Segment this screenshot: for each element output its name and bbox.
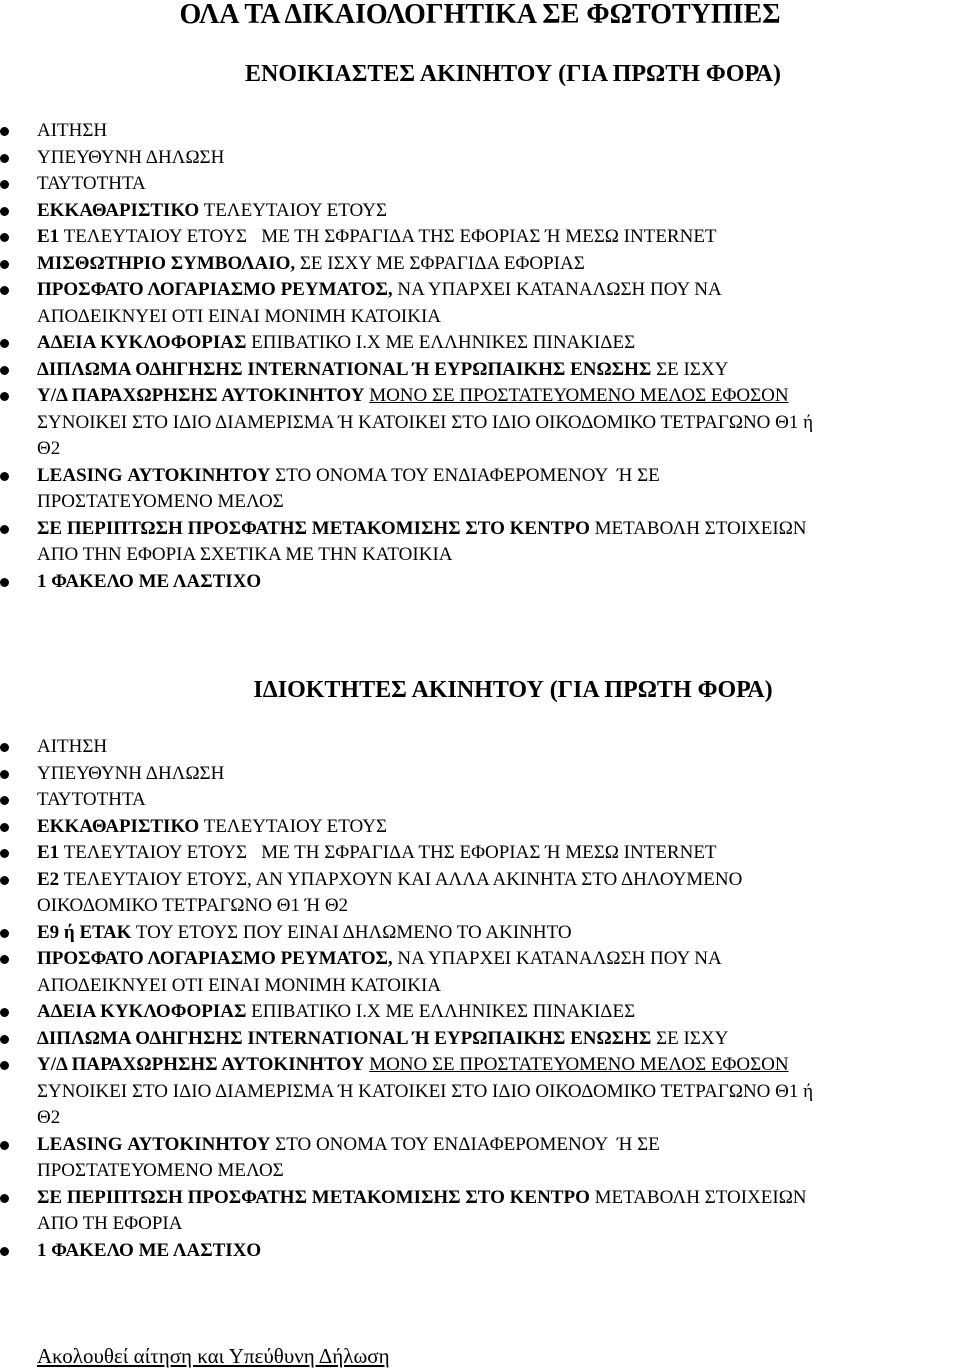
- bullet-icon: [0, 392, 9, 401]
- bullet-icon: [0, 366, 9, 375]
- bullet-icon: [0, 578, 9, 587]
- list-item: ΤΑΥΤΟΤΗΤΑ: [0, 787, 960, 814]
- bullet-icon: [0, 127, 9, 136]
- section-heading-tenants: ΕΝΟΙΚΙΑΣΤΕΣ ΑΚΙΝΗΤΟΥ (ΓΙΑ ΠΡΩΤΗ ΦΟΡΑ): [245, 61, 781, 87]
- bullet-icon: [0, 233, 9, 242]
- bullet-icon: [0, 955, 9, 964]
- list-item: ΜΙΣΘΩΤΗΡΙΟ ΣΥΜΒΟΛΑΙΟ, ΣΕ ΙΣΧΥ ΜΕ ΣΦΡΑΓΙΔΑ ΕΦΟΡΙΑΣ: [0, 251, 960, 278]
- list-item: ΥΠΕΥΘΥΝΗ ΔΗΛΩΣΗ: [0, 761, 960, 788]
- list-item: 1 ΦΑΚΕΛΟ ΜΕ ΛΑΣΤΙΧΟ: [0, 569, 960, 596]
- footer-note: Ακολουθεί αίτηση και Υπεύθυνη Δήλωση: [37, 1344, 390, 1368]
- list-item: ΔΙΠΛΩΜΑ ΟΔΗΓΗΣΗΣ INTERNATIONAL Ή ΕΥΡΩΠΑΙΚΗΣ ΕΝΩΣΗΣ ΣΕ ΙΣΧΥ: [0, 1026, 960, 1053]
- owners-documents-list: [0, 734, 960, 1264]
- bullet-icon: [0, 525, 9, 534]
- list-item: ΤΑΥΤΟΤΗΤΑ: [0, 171, 960, 198]
- bullet-icon: [0, 1008, 9, 1017]
- list-item: ΕΚΚΑΘΑΡΙΣΤΙΚΟ ΤΕΛΕΥΤΑΙΟΥ ΕΤΟΥΣ: [0, 814, 960, 841]
- list-item: Υ/Δ ΠΑΡΑΧΩΡΗΣΗΣ ΑΥΤΟΚΙΝΗΤΟΥ ΜΟΝΟ ΣΕ ΠΡΟΣΤΑΤΕΥΟΜΕΝΟ ΜΕΛΟΣ ΕΦΟΣΟΝ ΣΥΝΟΙΚΕΙ ΣΤΟ ΙΔΙΟ ΔΙΑΜΕΡΙΣΜΑ Ή ΚΑΤΟΙΚΕΙ ΣΤΟ ΙΔΙΟ ΟΙΚΟΔΟΜΙΚΟ ΤΕΤΡΑΓΩΝΟ Θ1 ή Θ2: [0, 1052, 960, 1132]
- tenants-documents-list: [0, 118, 960, 595]
- bullet-icon: [0, 180, 9, 189]
- bullet-icon: [0, 260, 9, 269]
- list-item: LEASING ΑΥΤΟΚΙΝΗΤΟΥ ΣΤΟ ΟΝΟΜΑ ΤΟΥ ΕΝΔΙΑΦΕΡΟΜΕΝΟΥ Ή ΣΕ ΠΡΟΣΤΑΤΕΥΟΜΕΝΟ ΜΕΛΟΣ: [0, 1132, 960, 1185]
- list-item: Ε1 ΤΕΛΕΥΤΑΙΟΥ ΕΤΟΥΣ ΜΕ ΤΗ ΣΦΡΑΓΙΔΑ ΤΗΣ ΕΦΟΡΙΑΣ Ή ΜΕΣΩ INTERNET: [0, 840, 960, 867]
- section-heading-owners: ΙΔΙΟΚΤΗΤΕΣ ΑΚΙΝΗΤΟΥ (ΓΙΑ ΠΡΩΤΗ ΦΟΡΑ): [253, 677, 773, 703]
- list-item: ΣΕ ΠΕΡΙΠΤΩΣΗ ΠΡΟΣΦΑΤΗΣ ΜΕΤΑΚΟΜΙΣΗΣ ΣΤΟ ΚΕΝΤΡΟ ΜΕΤΑΒΟΛΗ ΣΤΟΙΧΕΙΩΝ ΑΠΟ ΤΗ ΕΦΟΡΙΑ: [0, 1185, 960, 1238]
- bullet-icon: [0, 929, 9, 938]
- list-item: ΠΡΟΣΦΑΤΟ ΛΟΓΑΡΙΑΣΜΟ ΡΕΥΜΑΤΟΣ, ΝΑ ΥΠΑΡΧΕΙ ΚΑΤΑΝΑΛΩΣΗ ΠΟΥ ΝΑ ΑΠΟΔΕΙΚΝΥΕΙ ΟΤΙ ΕΙΝΑΙ ΜΟΝΙΜΗ ΚΑΤΟΙΚΙΑ: [0, 946, 960, 999]
- bullet-icon: [0, 207, 9, 216]
- bullet-icon: [0, 796, 9, 805]
- list-item: ΑΙΤΗΣΗ: [0, 118, 960, 145]
- bullet-icon: [0, 1141, 9, 1150]
- bullet-icon: [0, 770, 9, 779]
- list-item: LEASING ΑΥΤΟΚΙΝΗΤΟΥ ΣΤΟ ΟΝΟΜΑ ΤΟΥ ΕΝΔΙΑΦΕΡΟΜΕΝΟΥ Ή ΣΕ ΠΡΟΣΤΑΤΕΥΟΜΕΝΟ ΜΕΛΟΣ: [0, 463, 960, 516]
- bullet-icon: [0, 1247, 9, 1256]
- list-item: ΑΔΕΙΑ ΚΥΚΛΟΦΟΡΙΑΣ ΕΠΙΒΑΤΙΚΟ Ι.Χ ΜΕ ΕΛΛΗΝΙΚΕΣ ΠΙΝΑΚΙΔΕΣ: [0, 330, 960, 357]
- list-item: ΥΠΕΥΘΥΝΗ ΔΗΛΩΣΗ: [0, 145, 960, 172]
- bullet-icon: [0, 472, 9, 481]
- bullet-icon: [0, 1035, 9, 1044]
- list-item: ΑΙΤΗΣΗ: [0, 734, 960, 761]
- list-item: Ε1 ΤΕΛΕΥΤΑΙΟΥ ΕΤΟΥΣ ΜΕ ΤΗ ΣΦΡΑΓΙΔΑ ΤΗΣ ΕΦΟΡΙΑΣ Ή ΜΕΣΩ INTERNET: [0, 224, 960, 251]
- list-item: ΕΚΚΑΘΑΡΙΣΤΙΚΟ ΤΕΛΕΥΤΑΙΟΥ ΕΤΟΥΣ: [0, 198, 960, 225]
- bullet-icon: [0, 1194, 9, 1203]
- list-item: ΑΔΕΙΑ ΚΥΚΛΟΦΟΡΙΑΣ ΕΠΙΒΑΤΙΚΟ Ι.Χ ΜΕ ΕΛΛΗΝΙΚΕΣ ΠΙΝΑΚΙΔΕΣ: [0, 999, 960, 1026]
- bullet-icon: [0, 849, 9, 858]
- list-item: ΣΕ ΠΕΡΙΠΤΩΣΗ ΠΡΟΣΦΑΤΗΣ ΜΕΤΑΚΟΜΙΣΗΣ ΣΤΟ ΚΕΝΤΡΟ ΜΕΤΑΒΟΛΗ ΣΤΟΙΧΕΙΩΝ ΑΠΟ ΤΗΝ ΕΦΟΡΙΑ ΣΧΕΤΙΚΑ ΜΕ ΤΗΝ ΚΑΤΟΙΚΙΑ: [0, 516, 960, 569]
- bullet-icon: [0, 823, 9, 832]
- list-item: ΠΡΟΣΦΑΤΟ ΛΟΓΑΡΙΑΣΜΟ ΡΕΥΜΑΤΟΣ, ΝΑ ΥΠΑΡΧΕΙ ΚΑΤΑΝΑΛΩΣΗ ΠΟΥ ΝΑ ΑΠΟΔΕΙΚΝΥΕΙ ΟΤΙ ΕΙΝΑΙ ΜΟΝΙΜΗ ΚΑΤΟΙΚΙΑ: [0, 277, 960, 330]
- list-item: 1 ΦΑΚΕΛΟ ΜΕ ΛΑΣΤΙΧΟ: [0, 1238, 960, 1265]
- list-item: ΔΙΠΛΩΜΑ ΟΔΗΓΗΣΗΣ INTERNATIONAL Ή ΕΥΡΩΠΑΙΚΗΣ ΕΝΩΣΗΣ ΣΕ ΙΣΧΥ: [0, 357, 960, 384]
- list-item: Υ/Δ ΠΑΡΑΧΩΡΗΣΗΣ ΑΥΤΟΚΙΝΗΤΟΥ ΜΟΝΟ ΣΕ ΠΡΟΣΤΑΤΕΥΟΜΕΝΟ ΜΕΛΟΣ ΕΦΟΣΟΝ ΣΥΝΟΙΚΕΙ ΣΤΟ ΙΔΙΟ ΔΙΑΜΕΡΙΣΜΑ Ή ΚΑΤΟΙΚΕΙ ΣΤΟ ΙΔΙΟ ΟΙΚΟΔΟΜΙΚΟ ΤΕΤΡΑΓΩΝΟ Θ1 ή Θ2: [0, 383, 960, 463]
- bullet-icon: [0, 339, 9, 348]
- list-item: Ε2 ΤΕΛΕΥΤΑΙΟΥ ΕΤΟΥΣ, ΑΝ ΥΠΑΡΧΟΥΝ ΚΑΙ ΑΛΛΑ ΑΚΙΝΗΤΑ ΣΤΟ ΔΗΛΟΥΜΕΝΟ ΟΙΚΟΔΟΜΙΚΟ ΤΕΤΡΑΓΩΝΟ Θ1 Ή Θ2: [0, 867, 960, 920]
- bullet-icon: [0, 286, 9, 295]
- bullet-icon: [0, 743, 9, 752]
- page-title: ΟΛΑ ΤΑ ΔΙΚΑΙΟΛΟΓΗΤΙΚΑ ΣΕ ΦΩΤΟΤΥΠΙΕΣ: [179, 0, 781, 30]
- bullet-icon: [0, 1061, 9, 1070]
- list-item: Ε9 ή ΕΤΑΚ ΤΟΥ ΕΤΟΥΣ ΠΟΥ ΕΙΝΑΙ ΔΗΛΩΜΕΝΟ ΤΟ ΑΚΙΝΗΤΟ: [0, 920, 960, 947]
- bullet-icon: [0, 876, 9, 885]
- bullet-icon: [0, 154, 9, 163]
